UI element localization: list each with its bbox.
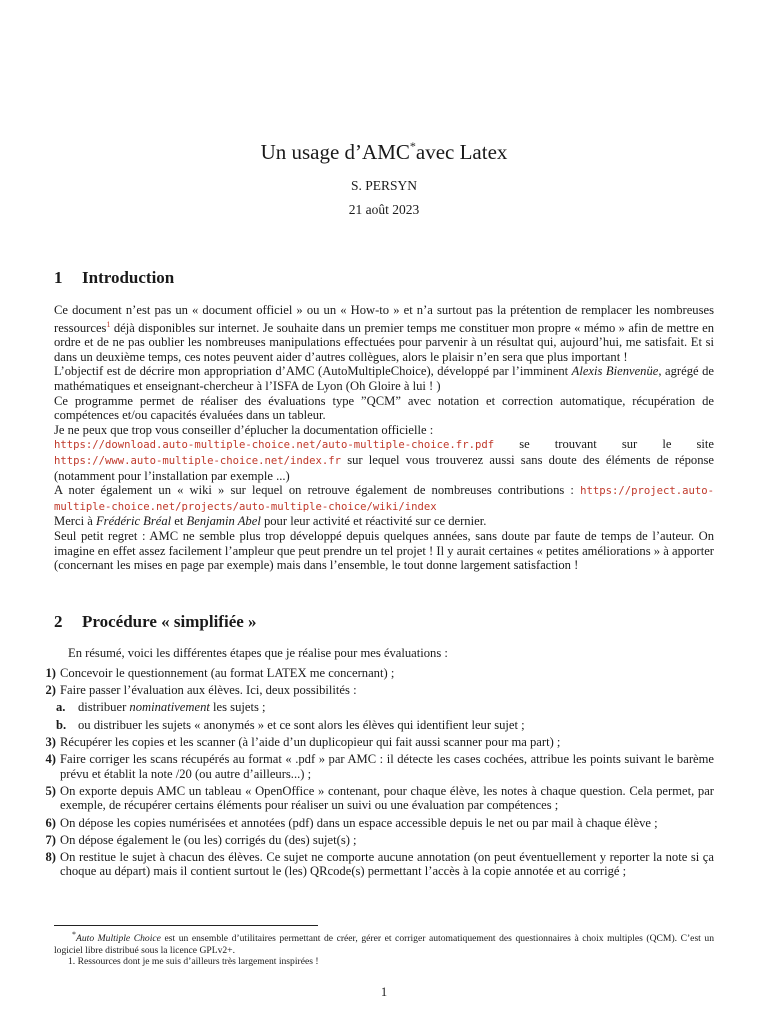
paragraph: Ce programme permet de réaliser des évaluations type ”QCM” avec notation et correction automatique, récupération de compétences et/ou capacités évaluées dans un tableur.	[54, 393, 714, 423]
date: 21 août 2023	[348, 202, 420, 217]
document-title	[0, 132, 768, 166]
list-item: 6) On dépose les copies numérisées et annotées (pdf) dans un espace accessible depuis le net ou par mail à chaque élève ;	[45, 815, 658, 830]
site-link[interactable]: https://www.auto-multiple-choice.net/index.fr	[54, 454, 342, 467]
list-item: 2) Faire passer l’évaluation aux élèves. Ici, deux possibilités :	[45, 683, 357, 698]
section-2-intro: En résumé, voici les différentes étapes que je réalise pour mes évaluations :	[68, 646, 448, 660]
paragraph: A noter également un « wiki » sur lequel on retrouve également de nombreuses contributions : https://project.auto-multiple-choice.net/projects/auto-multiple-choice/wiki/index	[54, 483, 714, 513]
paragraph: Je ne peux que trop vous conseiller d’éplucher la documentation officielle : https://download.auto-multiple-choice.net/auto-multiple-choice.fr.pdf se trouvant sur le site https://www.auto-multiple-choice.net/index.fr sur lequel vous trouverez aussi sans doute des éléments de réponse (notamment pour l’installation par exemple ...)	[54, 422, 714, 483]
page-number: 1	[380, 985, 388, 999]
wiki-link[interactable]: https://project.auto-multiple-choice.net/projects/auto-multiple-choice/wiki/index	[54, 485, 714, 513]
list-item: 1) Concevoir le questionnement (au format LATEX me concernant) ;	[45, 666, 395, 680]
person-name: Benjamin Abel	[186, 514, 261, 529]
footnote-star: *Auto Multiple Choice est un ensemble d’utilitaires permettant de créer, gérer et corriger automatiquement des questionnaires à choix multiples (QCM). C’est un logiciel libre distribué sous la licence GPLv2+.	[54, 930, 714, 956]
list-item: 4) Faire corriger les scans récupérés au format « .pdf » par AMC : il détecte les cases cochées, attribue les points suivant le barème prévu et établit la note /20 (ou autre d’ailleurs...) ;	[45, 751, 714, 781]
footnote-ref-1[interactable]: 1	[106, 319, 111, 329]
title-text-end: avec Latex	[415, 140, 508, 164]
title-text: Un usage d’AMC	[260, 140, 410, 164]
section-title: Procédure « simplifiée »	[82, 612, 257, 631]
steps-list	[32, 666, 714, 882]
person-name: Frédéric Bréal	[95, 514, 172, 529]
footnotes	[54, 929, 714, 968]
section-title: Introduction	[82, 268, 175, 287]
paragraph: L’objectif est de décrire mon appropriation d’AMC (AutoMultipleChoice), développé par l’imminent Alexis Bienvenüe, agrégé de mathématiques et enseignant-chercheur à l’ISFA de Lyon (Oh Gloire à lui ! )	[54, 364, 714, 393]
sub-list-item: b. ou distribuer les sujets « anonymés » et ce sont alors les élèves qui identifient leur sujet ;	[56, 717, 525, 732]
paragraph: Seul petit regret : AMC ne semble plus trop développé depuis quelques années, sans doute par faute de temps de l’auteur. On imagine en effet assez facilement l’ampleur que peut prendre un tel projet ! Il y aurait certaines « petites améliorations » à apporter (concernant les mises en page par exemple) mais dans l’ensemble, le tout donne largement satisfaction !	[54, 528, 714, 573]
footnote-1: 1. Ressources dont je me suis d’ailleurs très largement inspirées !	[68, 956, 319, 968]
list-item: 8) On restitue le sujet à chacun des élèves. Ce sujet ne comporte aucune annotation (on peut éventuellement y reporter la note si ça choque au départ) mais il contient surtout le (les) QRcode(s) permettant l’accès à la copie annotée et au corrigé ;	[45, 849, 714, 879]
section-1-heading	[54, 268, 174, 288]
list-item: 3) Récupérer les copies et les scanner (à l’aide d’un duplicopieur qui fait aussi scanner pour ma part) ;	[45, 734, 561, 749]
person-name: Alexis Bienvenüe	[571, 364, 659, 379]
footnote-rule	[54, 925, 318, 926]
section-2-heading	[54, 612, 257, 632]
list-item: 5) On exporte depuis AMC un tableau « OpenOffice » contenant, pour chaque élève, les notes à chaque question. Cela permet, par exemple, de récupérer certains éléments pour réaliser un suivi ou une évaluation par compétences ;	[45, 783, 714, 813]
paragraph: Merci à Frédéric Bréal et Benjamin Abel pour leur activité et réactivité sur ce dernier.	[54, 514, 487, 529]
paragraph: Ce document n’est pas un « document officiel » ou un « How-to » et n’a surtout pas la prétention de remplacer les nombreuses ressources$^1$ déjà disponibles sur internet. Je souhaite dans un premier temps me constituer mon propre « mémo » afin de mettre en ordre et de ne pas oublier les nombreuses manipulations effectuées pour parvenir à un résultat qui, aujourd’hui, me satisfait. Et si dans un deuxième temps, ces notes peuvent aider d’autres collègues, alors le plaisir n’en sera que plus important !	[54, 303, 714, 364]
doc-link[interactable]: https://download.auto-multiple-choice.net/auto-multiple-choice.fr.pdf	[54, 439, 495, 452]
title-footnote-mark[interactable]: *	[409, 139, 416, 153]
sub-list-item: a. distribuer nominativement les sujets ;	[56, 700, 266, 715]
list-item: 7) On dépose également le (ou les) corrigés du (des) sujet(s) ;	[45, 832, 357, 847]
author: S. PERSYN	[350, 178, 418, 193]
section-number: 2	[54, 612, 63, 631]
section-1-body	[54, 303, 714, 573]
section-number: 1	[54, 268, 63, 287]
